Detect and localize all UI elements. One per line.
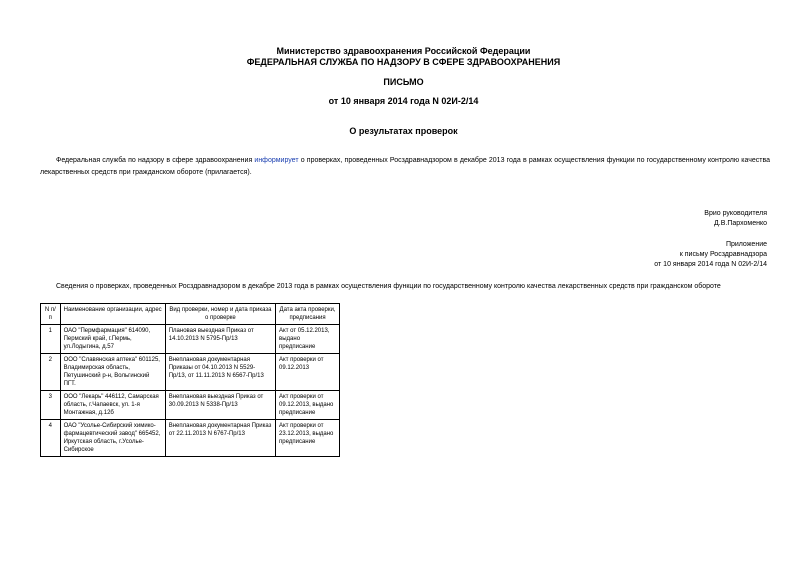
row-num: 3	[41, 391, 61, 420]
doc-date: от 10 января 2014 года N 02И-2/14	[328, 96, 479, 106]
row-num: 4	[41, 420, 61, 457]
appendix-line-3: от 10 января 2014 года N 02И-2/14	[654, 261, 767, 268]
doc-subject: О результатах проверок	[349, 126, 458, 136]
row-num: 2	[41, 354, 61, 391]
signature-name: Д.В.Пархоменко	[714, 220, 767, 227]
row-date: Акт от 05.12.2013, выдано предписание	[276, 325, 340, 354]
signature-position: Врио руководителя	[704, 210, 767, 217]
row-check: Внеплановая выездная Приказ от 30.09.2013 N 5338-Пр/13	[165, 391, 275, 420]
table-row	[41, 391, 340, 420]
doc-type: ПИСЬМО	[383, 77, 424, 87]
row-check: Плановая выездная Приказ от 14.10.2013 N 5795-Пр/13	[165, 325, 275, 354]
body-text-end: о проверках, проведенных Росздравнадзором в декабре 2013 года в рамках осуществления функции по государственному контролю качества лекарственных средств при гражданском обороте (прилагается).	[40, 157, 770, 176]
row-check: Внеплановая документарная Приказы от 04.10.2013 N 5529-Пр/13, от 11.11.2013 N 6567-Пр/13	[165, 354, 275, 391]
service-title: ФЕДЕРАЛЬНАЯ СЛУЖБА ПО НАДЗОРУ В СФЕРЕ ЗДРАВООХРАНЕНИЯ	[246, 57, 561, 67]
row-date: Акт проверки от 09.12.2013	[276, 354, 340, 391]
col-header-num: N п/п	[41, 304, 61, 325]
table-row	[41, 354, 340, 391]
body-paragraph	[40, 155, 770, 179]
inform-link[interactable]: информирует	[254, 157, 299, 164]
row-org: ОАО "Пермфармация" 614090, Пермский край, г.Пермь, ул.Лодыгина, д.57	[60, 325, 165, 354]
col-header-check: Вид проверки, номер и дата приказа о проверке	[165, 304, 275, 325]
table-row	[41, 325, 340, 354]
appendix-line-2: к письму Росздравнадзора	[679, 251, 767, 258]
col-header-date: Дата акта проверки, предписания	[276, 304, 340, 325]
table-row	[41, 420, 340, 457]
body-text-start: Федеральная служба по надзору в сфере здравоохранения	[56, 157, 255, 164]
row-org: ОАО "Усолье-Сибирский химико-фармацевтический завод" 665452, Иркутская область, г.Усолье-Сибирское	[60, 420, 165, 457]
row-org: ООО "Лекарь" 446112, Самарская область, г.Чапаевск, ул. 1-я Монтажная, д.12б	[60, 391, 165, 420]
row-check: Внеплановая документарная Приказ от 22.11.2013 N 6767-Пр/13	[165, 420, 275, 457]
row-date: Акт проверки от 23.12.2013, выдано предписание	[276, 420, 340, 457]
inspections-table	[40, 303, 340, 457]
appendix-block	[654, 240, 767, 270]
appendix-line-1: Приложение	[725, 241, 767, 248]
ministry-title: Министерство здравоохранения Российской Федерации	[276, 46, 531, 56]
row-org: ООО "Славянская аптека" 601125, Владимирская область, Петушинский р-н, Вольгинский ПГТ.	[60, 354, 165, 391]
signature-block	[704, 209, 767, 229]
table-header-row	[41, 304, 340, 325]
col-header-org: Наименование организации, адрес	[60, 304, 165, 325]
row-num: 1	[41, 325, 61, 354]
row-date: Акт проверки от 09.12.2013, выдано предписание	[276, 391, 340, 420]
summary-text: Сведения о проверках, проведенных Росздравнадзором в декабре 2013 года в рамках осуществления функции по государственному контролю качества лекарственных средств при гражданском обороте	[56, 283, 721, 290]
